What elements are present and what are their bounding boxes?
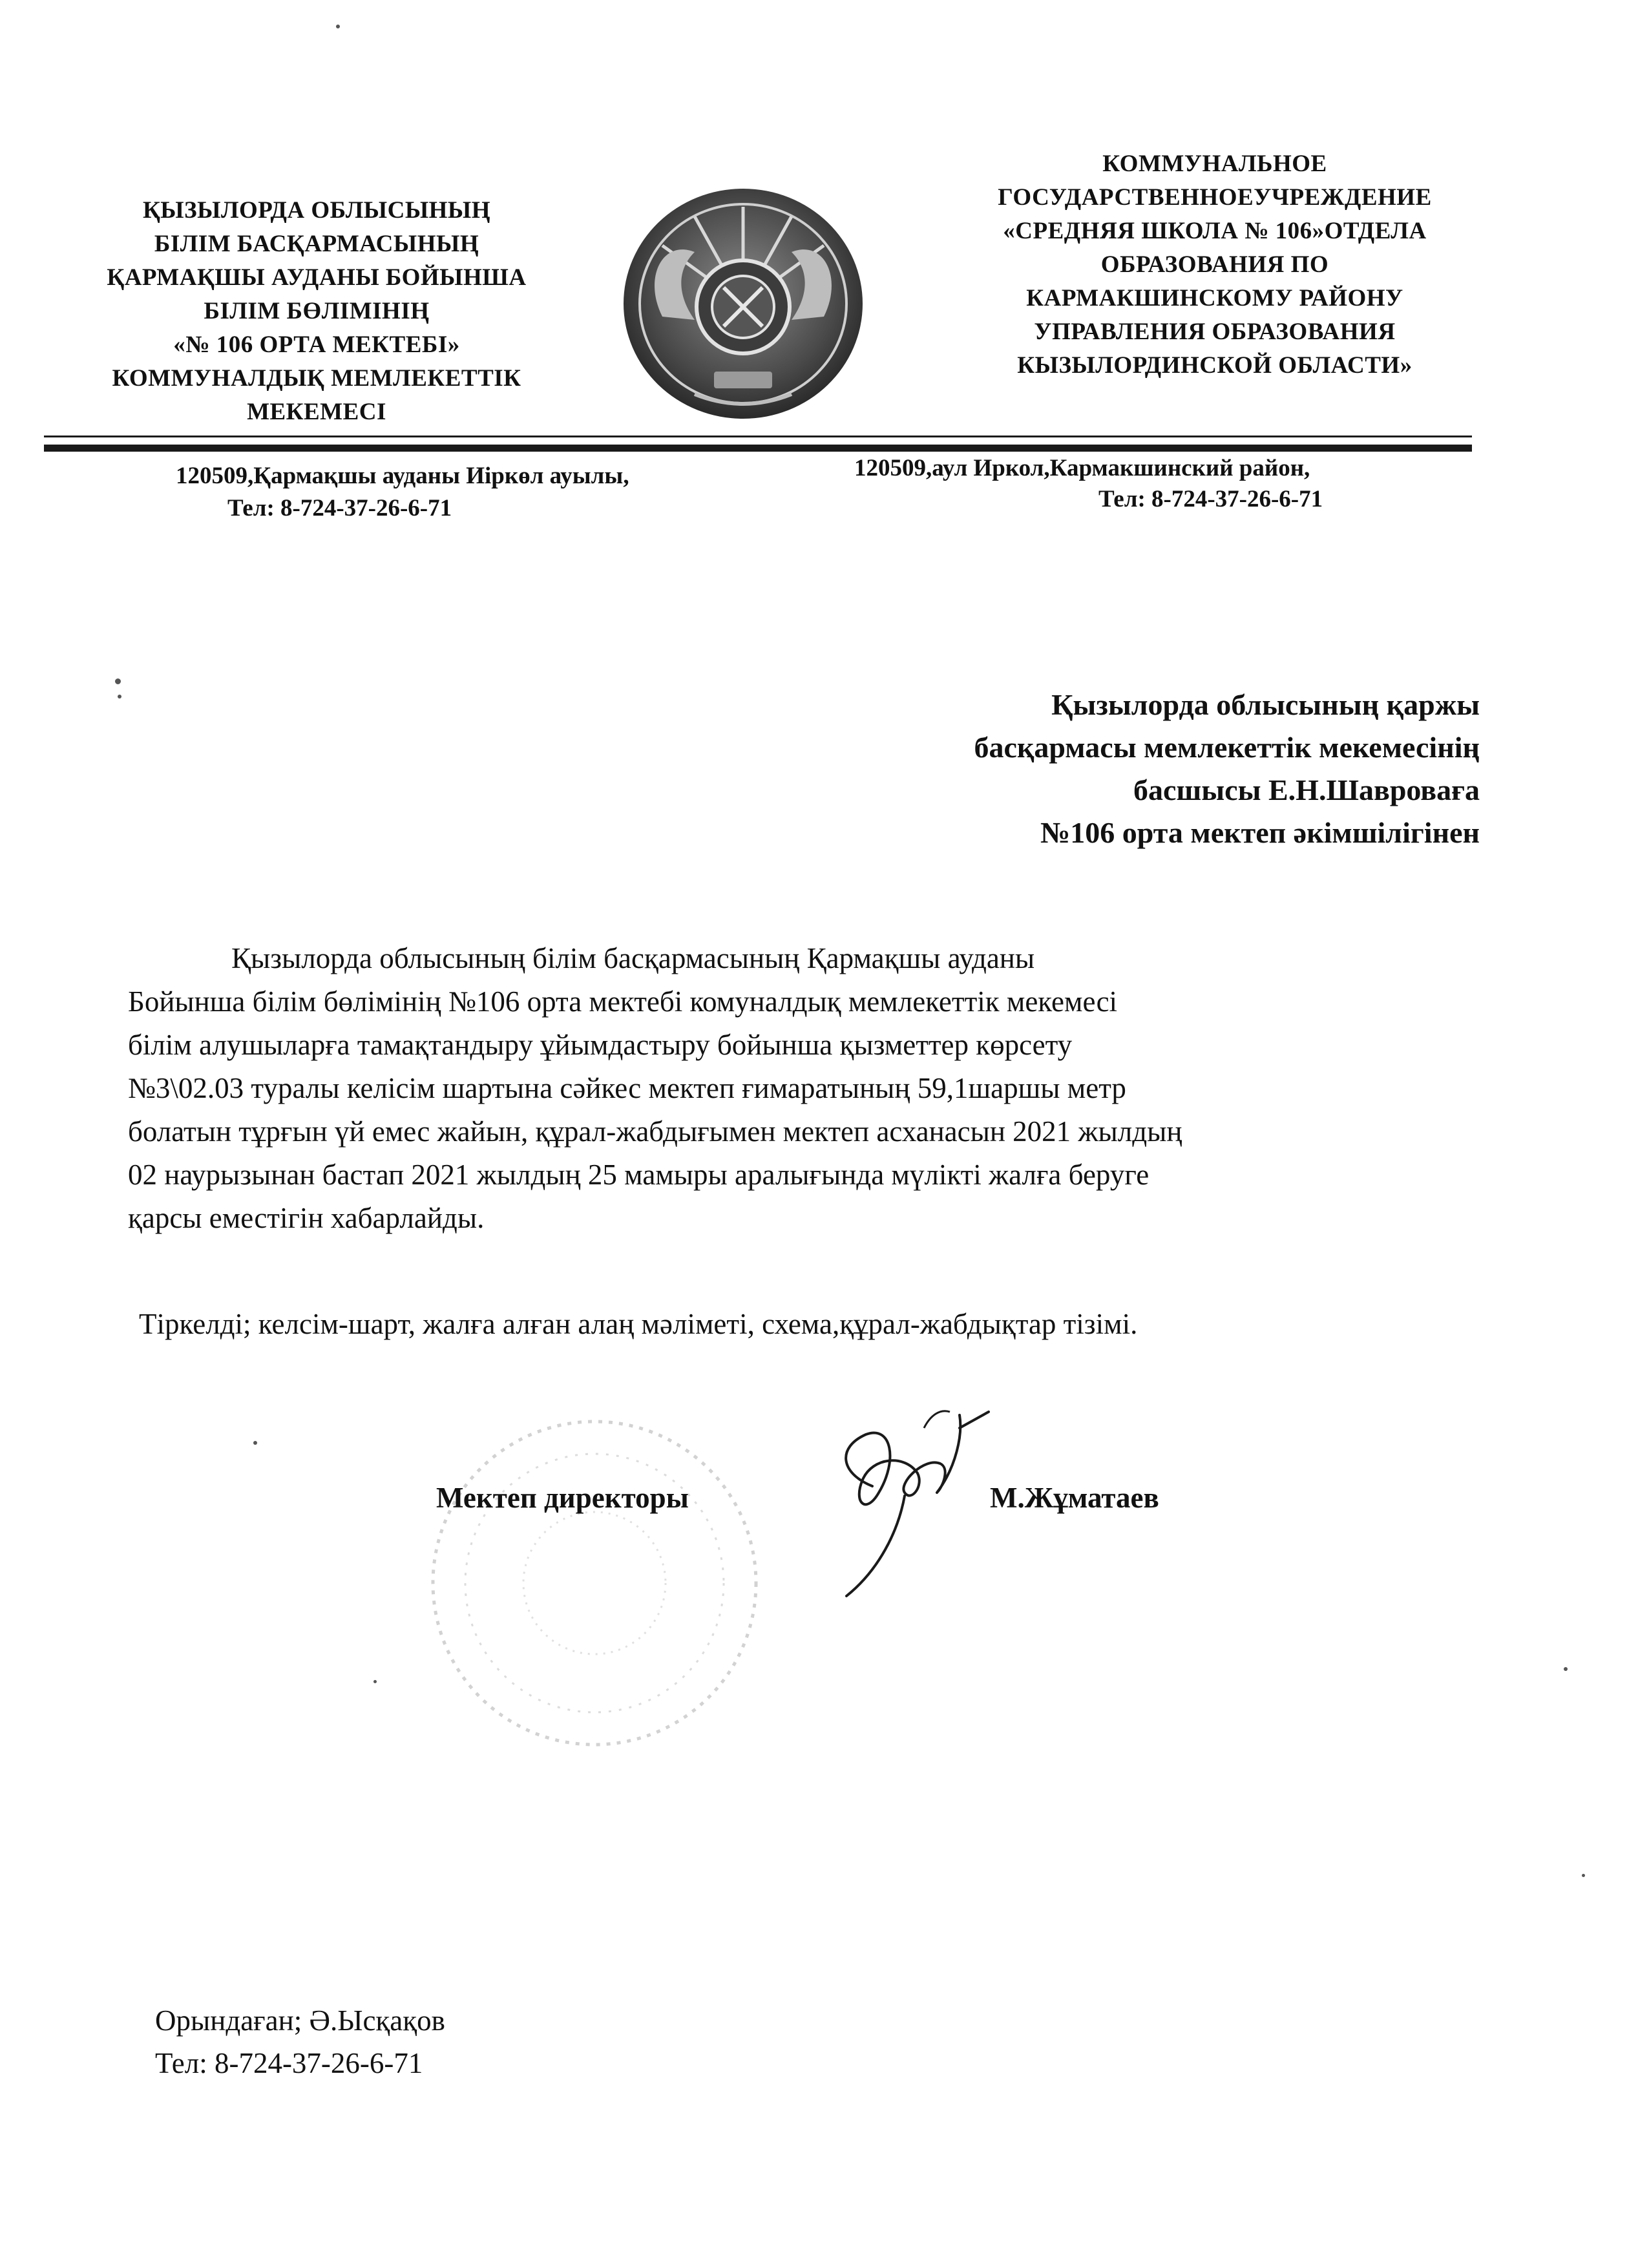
kazakhstan-state-emblem-icon [617,181,869,426]
header-kz-line: «№ 106 ОРТА МЕКТЕБІ» [173,331,460,358]
address-kazakh: 120509,Қармақшы ауданы Иіркөл ауылы, [176,463,629,489]
body-line: болатын тұрғын үй емес жайын, құрал-жабдығымен мектеп асханасын 2021 жылдың [128,1115,1182,1148]
scan-speck [115,678,121,684]
scan-speck [118,695,121,698]
header-ru-line: КЫЗЫЛОРДИНСКОЙ ОБЛАСТИ» [1017,352,1413,379]
addressee-line: №106 орта мектеп әкімшілігінен [1040,816,1480,849]
signatory-name: М.Жұматаев [990,1482,1159,1514]
address-russian: 120509,аул Иркол,Кармакшинский район, [854,455,1310,481]
executor-phone: Тел: 8-724-37-26-6-71 [155,2047,423,2079]
faded-round-stamp-icon [414,1402,775,1764]
executor-line: Орындаған; Ә.Ысқақов [155,2004,445,2037]
header-ru-line: «СРЕДНЯЯ ШКОЛА № 106»ОТДЕЛА [1003,218,1427,244]
header-kz-line: БІЛІМ БАСҚАРМАСЫНЫҢ [154,231,479,257]
body-line: №3\02.03 туралы келісім шартына сәйкес мектеп ғимаратының 59,1шаршы метр [128,1072,1126,1104]
handwritten-signature-icon [827,1389,1002,1602]
header-kz-line: МЕКЕМЕСІ [247,399,386,425]
header-ru-line: ОБРАЗОВАНИЯ ПО [1100,251,1329,278]
attachments-line: Тіркелді; келсім-шарт, жалға алған алаң мәліметі, схема,құрал-жабдықтар тізімі. [139,1308,1138,1340]
header-kazakh-org [52,194,582,429]
scan-speck [373,1680,377,1683]
header-ru-line: ГОСУДАРСТВЕННОЕУЧРЕЖДЕНИЕ [998,184,1432,211]
header-divider-thick [44,445,1472,452]
scan-speck [1582,1874,1585,1877]
addressee-block [711,684,1480,854]
body-line: қарсы еместігін хабарлайды. [128,1202,485,1234]
header-kz-line: ҚЫЗЫЛОРДА ОБЛЫСЫНЫҢ [142,197,491,224]
header-kz-line: КОММУНАЛДЫҚ МЕМЛЕКЕТТІК [112,365,521,392]
header-kz-line: ҚАРМАҚШЫ АУДАНЫ БОЙЫНША [107,264,527,291]
body-line: Қызылорда облысының білім басқармасының Қармақшы ауданы [231,942,1035,974]
header-russian-org [892,147,1538,383]
scan-speck [253,1441,257,1445]
header-kz-line: БІЛІМ БӨЛІМІНІҢ [204,298,430,324]
signatory-title: Мектеп директоры [436,1482,689,1514]
addressee-line: басшысы Е.Н.Шавроваға [1133,773,1480,806]
addressee-line: басқармасы мемлекеттік мекемесінің [974,731,1480,764]
header-ru-line: УПРАВЛЕНИЯ ОБРАЗОВАНИЯ [1034,319,1396,345]
header-divider-thin [44,436,1472,437]
scan-speck [336,25,340,28]
body-line: білім алушыларға тамақтандыру ұйымдастыру бойынша қызметтер көрсету [128,1029,1073,1061]
header-ru-line: КАРМАКШИНСКОМУ РАЙОНУ [1026,285,1403,311]
body-line: Бойынша білім бөлімінің №106 орта мектебі комуналдық мемлекеттік мекемесі [128,985,1118,1018]
phone-kazakh: Тел: 8-724-37-26-6-71 [227,495,452,521]
header-ru-line: КОММУНАЛЬНОЕ [1102,151,1327,177]
letter-body [128,937,1524,1240]
phone-russian: Тел: 8-724-37-26-6-71 [1098,486,1323,512]
scan-speck [1564,1667,1568,1671]
addressee-line: Қызылорда облысының қаржы [1051,688,1480,721]
body-line: 02 наурызынан бастап 2021 жылдың 25 мамыры аралығында мүлікті жалға беруге [128,1159,1150,1191]
